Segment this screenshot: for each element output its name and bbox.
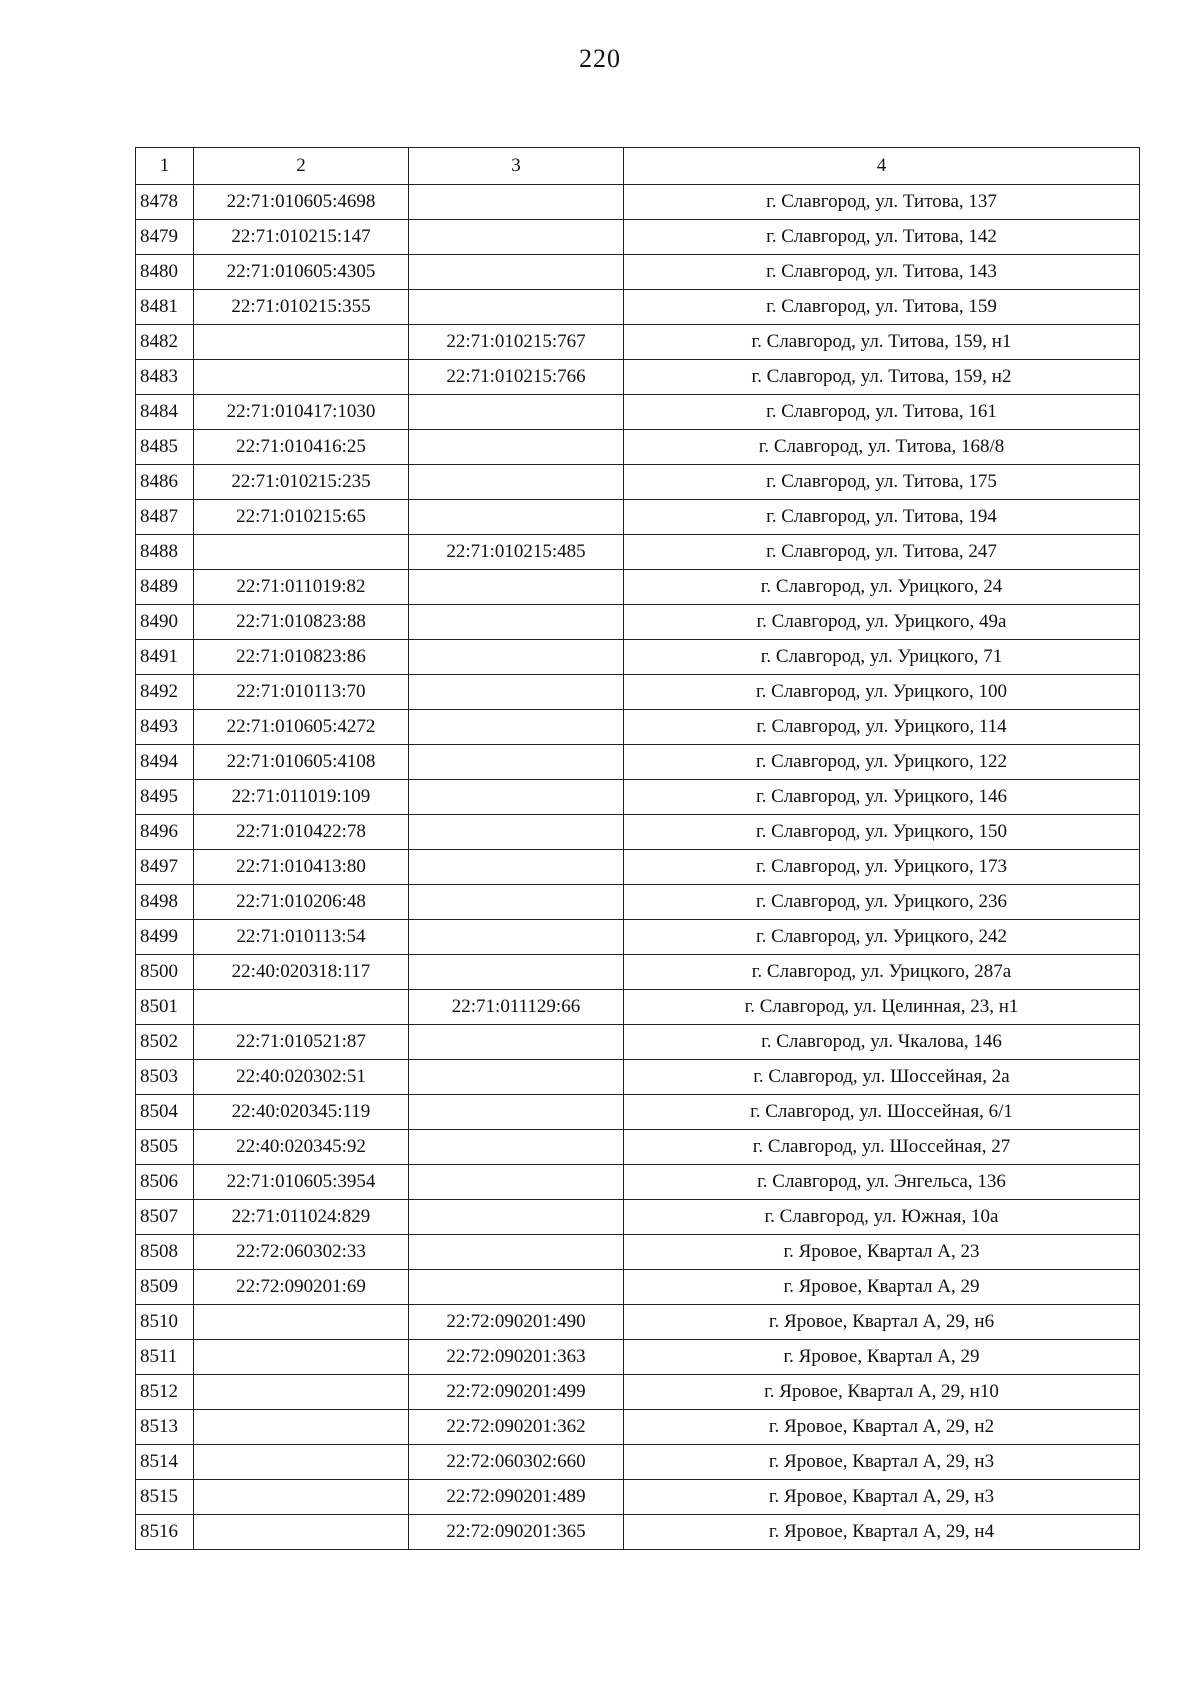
address-cell: г. Славгород, ул. Урицкого, 287а [624, 955, 1140, 990]
premises-cadastral-number-cell [409, 395, 624, 430]
row-number-cell: 8494 [136, 745, 194, 780]
table-row [136, 1515, 1140, 1550]
row-number-cell: 8478 [136, 185, 194, 220]
row-number-cell: 8482 [136, 325, 194, 360]
table-row [136, 360, 1140, 395]
column-header-3: 3 [409, 148, 624, 185]
row-number-cell: 8515 [136, 1480, 194, 1515]
cadastral-number-cell [194, 1515, 409, 1550]
table-row [136, 1200, 1140, 1235]
premises-cadastral-number-cell [409, 1130, 624, 1165]
cadastral-number-cell: 22:71:010215:147 [194, 220, 409, 255]
cadastral-number-cell: 22:40:020302:51 [194, 1060, 409, 1095]
table-row [136, 1445, 1140, 1480]
cadastral-number-cell [194, 1445, 409, 1480]
cadastral-number-cell: 22:71:010605:4272 [194, 710, 409, 745]
premises-cadastral-number-cell: 22:72:090201:363 [409, 1340, 624, 1375]
row-number-cell: 8483 [136, 360, 194, 395]
cadastral-number-cell: 22:72:090201:69 [194, 1270, 409, 1305]
premises-cadastral-number-cell: 22:72:090201:489 [409, 1480, 624, 1515]
row-number-cell: 8479 [136, 220, 194, 255]
premises-cadastral-number-cell [409, 850, 624, 885]
row-number-cell: 8484 [136, 395, 194, 430]
table-row [136, 535, 1140, 570]
cadastral-number-cell [194, 360, 409, 395]
address-cell: г. Славгород, ул. Урицкого, 114 [624, 710, 1140, 745]
premises-cadastral-number-cell: 22:71:010215:767 [409, 325, 624, 360]
cadastral-number-cell: 22:71:011024:829 [194, 1200, 409, 1235]
row-number-cell: 8509 [136, 1270, 194, 1305]
address-cell: г. Славгород, ул. Титова, 168/8 [624, 430, 1140, 465]
address-cell: г. Яровое, Квартал А, 29, н10 [624, 1375, 1140, 1410]
table-row [136, 850, 1140, 885]
premises-cadastral-number-cell [409, 500, 624, 535]
premises-cadastral-number-cell [409, 710, 624, 745]
premises-cadastral-number-cell [409, 605, 624, 640]
address-cell: г. Славгород, ул. Урицкого, 100 [624, 675, 1140, 710]
address-cell: г. Славгород, ул. Урицкого, 173 [624, 850, 1140, 885]
row-number-cell: 8504 [136, 1095, 194, 1130]
premises-cadastral-number-cell [409, 1095, 624, 1130]
table-row [136, 570, 1140, 605]
table-row [136, 990, 1140, 1025]
premises-cadastral-number-cell [409, 640, 624, 675]
table-row [136, 920, 1140, 955]
row-number-cell: 8492 [136, 675, 194, 710]
table-body [136, 185, 1140, 1550]
premises-cadastral-number-cell [409, 220, 624, 255]
premises-cadastral-number-cell [409, 1060, 624, 1095]
table-row [136, 255, 1140, 290]
address-cell: г. Славгород, ул. Урицкого, 49а [624, 605, 1140, 640]
table-row [136, 1410, 1140, 1445]
row-number-cell: 8507 [136, 1200, 194, 1235]
cadastral-number-cell [194, 325, 409, 360]
cadastral-number-cell [194, 1340, 409, 1375]
row-number-cell: 8489 [136, 570, 194, 605]
row-number-cell: 8498 [136, 885, 194, 920]
row-number-cell: 8486 [136, 465, 194, 500]
table-row [136, 780, 1140, 815]
premises-cadastral-number-cell [409, 920, 624, 955]
premises-cadastral-number-cell: 22:71:011129:66 [409, 990, 624, 1025]
table-row [136, 185, 1140, 220]
cadastral-number-cell [194, 1375, 409, 1410]
address-cell: г. Славгород, ул. Шоссейная, 27 [624, 1130, 1140, 1165]
table-header-row [136, 148, 1140, 185]
address-cell: г. Славгород, ул. Чкалова, 146 [624, 1025, 1140, 1060]
table-row [136, 815, 1140, 850]
premises-cadastral-number-cell [409, 675, 624, 710]
property-registry-table [135, 147, 1140, 1550]
table-row [136, 325, 1140, 360]
address-cell: г. Славгород, ул. Титова, 137 [624, 185, 1140, 220]
row-number-cell: 8500 [136, 955, 194, 990]
row-number-cell: 8493 [136, 710, 194, 745]
premises-cadastral-number-cell: 22:71:010215:485 [409, 535, 624, 570]
address-cell: г. Славгород, ул. Урицкого, 146 [624, 780, 1140, 815]
cadastral-number-cell: 22:71:010605:4698 [194, 185, 409, 220]
premises-cadastral-number-cell [409, 1200, 624, 1235]
page-number: 220 [579, 44, 621, 73]
premises-cadastral-number-cell [409, 780, 624, 815]
table-row [136, 500, 1140, 535]
address-cell: г. Славгород, ул. Титова, 143 [624, 255, 1140, 290]
table-row [136, 1270, 1140, 1305]
premises-cadastral-number-cell: 22:72:090201:490 [409, 1305, 624, 1340]
address-cell: г. Славгород, ул. Целинная, 23, н1 [624, 990, 1140, 1025]
cadastral-number-cell: 22:71:010215:65 [194, 500, 409, 535]
cadastral-number-cell: 22:71:010605:4305 [194, 255, 409, 290]
address-cell: г. Славгород, ул. Титова, 247 [624, 535, 1140, 570]
address-cell: г. Славгород, ул. Южная, 10а [624, 1200, 1140, 1235]
row-number-cell: 8501 [136, 990, 194, 1025]
address-cell: г. Славгород, ул. Титова, 159 [624, 290, 1140, 325]
premises-cadastral-number-cell [409, 255, 624, 290]
table-row [136, 745, 1140, 780]
address-cell: г. Славгород, ул. Титова, 194 [624, 500, 1140, 535]
row-number-cell: 8514 [136, 1445, 194, 1480]
table-row [136, 395, 1140, 430]
premises-cadastral-number-cell [409, 745, 624, 780]
table-row [136, 1480, 1140, 1515]
table-row [136, 1305, 1140, 1340]
row-number-cell: 8488 [136, 535, 194, 570]
row-number-cell: 8506 [136, 1165, 194, 1200]
address-cell: г. Славгород, ул. Урицкого, 236 [624, 885, 1140, 920]
column-header-2: 2 [194, 148, 409, 185]
premises-cadastral-number-cell: 22:72:060302:660 [409, 1445, 624, 1480]
premises-cadastral-number-cell [409, 1235, 624, 1270]
row-number-cell: 8485 [136, 430, 194, 465]
table-row [136, 605, 1140, 640]
cadastral-number-cell: 22:71:010605:4108 [194, 745, 409, 780]
cadastral-number-cell [194, 1480, 409, 1515]
cadastral-number-cell [194, 535, 409, 570]
address-cell: г. Славгород, ул. Титова, 175 [624, 465, 1140, 500]
row-number-cell: 8499 [136, 920, 194, 955]
premises-cadastral-number-cell: 22:71:010215:766 [409, 360, 624, 395]
cadastral-number-cell [194, 990, 409, 1025]
cadastral-number-cell: 22:71:010823:86 [194, 640, 409, 675]
table-row [136, 1340, 1140, 1375]
cadastral-number-cell: 22:71:010422:78 [194, 815, 409, 850]
table-row [136, 1165, 1140, 1200]
row-number-cell: 8503 [136, 1060, 194, 1095]
table-row [136, 1025, 1140, 1060]
table-row [136, 640, 1140, 675]
premises-cadastral-number-cell [409, 570, 624, 605]
premises-cadastral-number-cell [409, 885, 624, 920]
premises-cadastral-number-cell: 22:72:090201:365 [409, 1515, 624, 1550]
premises-cadastral-number-cell [409, 465, 624, 500]
premises-cadastral-number-cell: 22:72:090201:499 [409, 1375, 624, 1410]
premises-cadastral-number-cell: 22:72:090201:362 [409, 1410, 624, 1445]
cadastral-number-cell: 22:71:010417:1030 [194, 395, 409, 430]
address-cell: г. Славгород, ул. Титова, 159, н2 [624, 360, 1140, 395]
premises-cadastral-number-cell [409, 430, 624, 465]
cadastral-number-cell: 22:40:020318:117 [194, 955, 409, 990]
table-row [136, 290, 1140, 325]
cadastral-number-cell: 22:71:010416:25 [194, 430, 409, 465]
cadastral-number-cell: 22:71:010206:48 [194, 885, 409, 920]
row-number-cell: 8480 [136, 255, 194, 290]
row-number-cell: 8511 [136, 1340, 194, 1375]
cadastral-number-cell: 22:71:010113:54 [194, 920, 409, 955]
cadastral-number-cell: 22:71:010605:3954 [194, 1165, 409, 1200]
table-row [136, 1130, 1140, 1165]
address-cell: г. Славгород, ул. Шоссейная, 2а [624, 1060, 1140, 1095]
row-number-cell: 8502 [136, 1025, 194, 1060]
address-cell: г. Славгород, ул. Урицкого, 242 [624, 920, 1140, 955]
address-cell: г. Яровое, Квартал А, 29 [624, 1270, 1140, 1305]
premises-cadastral-number-cell [409, 955, 624, 990]
address-cell: г. Славгород, ул. Урицкого, 71 [624, 640, 1140, 675]
table-row [136, 1095, 1140, 1130]
address-cell: г. Славгород, ул. Урицкого, 122 [624, 745, 1140, 780]
address-cell: г. Яровое, Квартал А, 29, н4 [624, 1515, 1140, 1550]
table-row [136, 675, 1140, 710]
table-row [136, 955, 1140, 990]
address-cell: г. Яровое, Квартал А, 29, н6 [624, 1305, 1140, 1340]
table-row [136, 710, 1140, 745]
table-row [136, 465, 1140, 500]
cadastral-number-cell: 22:40:020345:92 [194, 1130, 409, 1165]
row-number-cell: 8487 [136, 500, 194, 535]
table-row [136, 220, 1140, 255]
row-number-cell: 8508 [136, 1235, 194, 1270]
row-number-cell: 8490 [136, 605, 194, 640]
row-number-cell: 8512 [136, 1375, 194, 1410]
address-cell: г. Славгород, ул. Титова, 161 [624, 395, 1140, 430]
table-row [136, 885, 1140, 920]
premises-cadastral-number-cell [409, 1025, 624, 1060]
column-header-1: 1 [136, 148, 194, 185]
row-number-cell: 8495 [136, 780, 194, 815]
address-cell: г. Яровое, Квартал А, 23 [624, 1235, 1140, 1270]
premises-cadastral-number-cell [409, 1165, 624, 1200]
table-row [136, 1235, 1140, 1270]
address-cell: г. Славгород, ул. Шоссейная, 6/1 [624, 1095, 1140, 1130]
cadastral-number-cell: 22:71:010113:70 [194, 675, 409, 710]
row-number-cell: 8505 [136, 1130, 194, 1165]
row-number-cell: 8496 [136, 815, 194, 850]
premises-cadastral-number-cell [409, 290, 624, 325]
row-number-cell: 8510 [136, 1305, 194, 1340]
cadastral-number-cell [194, 1410, 409, 1445]
cadastral-number-cell: 22:71:010413:80 [194, 850, 409, 885]
column-header-4: 4 [624, 148, 1140, 185]
address-cell: г. Славгород, ул. Урицкого, 24 [624, 570, 1140, 605]
cadastral-number-cell: 22:40:020345:119 [194, 1095, 409, 1130]
cadastral-number-cell: 22:71:010823:88 [194, 605, 409, 640]
premises-cadastral-number-cell [409, 1270, 624, 1305]
address-cell: г. Яровое, Квартал А, 29, н2 [624, 1410, 1140, 1445]
address-cell: г. Яровое, Квартал А, 29 [624, 1340, 1140, 1375]
cadastral-number-cell: 22:71:010521:87 [194, 1025, 409, 1060]
row-number-cell: 8497 [136, 850, 194, 885]
address-cell: г. Славгород, ул. Урицкого, 150 [624, 815, 1140, 850]
table-row [136, 1060, 1140, 1095]
table-row [136, 1375, 1140, 1410]
cadastral-number-cell: 22:71:011019:82 [194, 570, 409, 605]
cadastral-number-cell: 22:72:060302:33 [194, 1235, 409, 1270]
cadastral-number-cell: 22:71:010215:235 [194, 465, 409, 500]
premises-cadastral-number-cell [409, 185, 624, 220]
cadastral-number-cell: 22:71:010215:355 [194, 290, 409, 325]
address-cell: г. Славгород, ул. Титова, 142 [624, 220, 1140, 255]
row-number-cell: 8516 [136, 1515, 194, 1550]
address-cell: г. Славгород, ул. Энгельса, 136 [624, 1165, 1140, 1200]
cadastral-number-cell: 22:71:011019:109 [194, 780, 409, 815]
cadastral-number-cell [194, 1305, 409, 1340]
address-cell: г. Яровое, Квартал А, 29, н3 [624, 1445, 1140, 1480]
address-cell: г. Славгород, ул. Титова, 159, н1 [624, 325, 1140, 360]
premises-cadastral-number-cell [409, 815, 624, 850]
address-cell: г. Яровое, Квартал А, 29, н3 [624, 1480, 1140, 1515]
table-row [136, 430, 1140, 465]
row-number-cell: 8491 [136, 640, 194, 675]
row-number-cell: 8481 [136, 290, 194, 325]
row-number-cell: 8513 [136, 1410, 194, 1445]
